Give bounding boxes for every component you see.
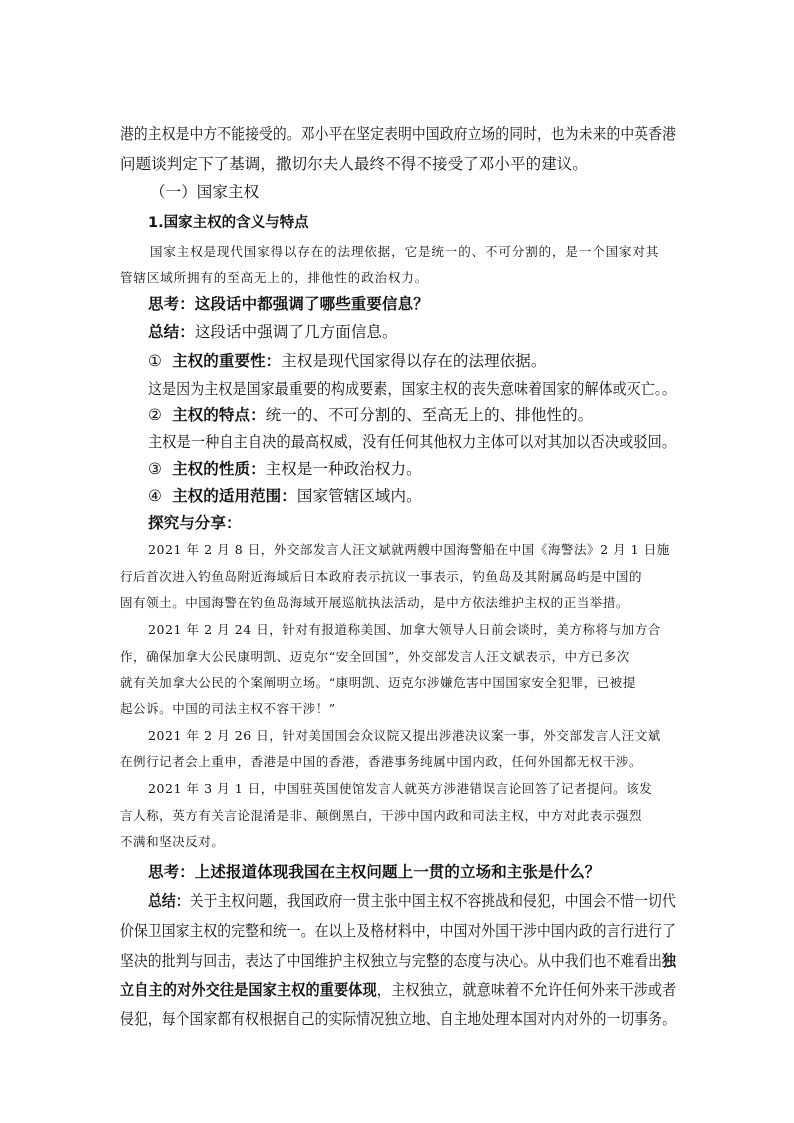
section-subheading: 1.国家主权的含义与特点	[148, 215, 309, 231]
news-3-line-1: 2021 年 2 月 26 日，针对美国国会众议院又提出涉港决议案一事，外交部发言人汪文斌	[148, 728, 661, 743]
summary-2-text: 关于主权问题，我国政府一贯主张中国主权不容挑战和侵犯，中国会不惜一切代	[189, 892, 676, 910]
news-2-line-4: 起公诉。中国的司法主权不容干涉！”	[120, 701, 336, 716]
point-scope	[148, 484, 422, 506]
point-text: 主权是现代国家得以存在的法理依据。	[281, 352, 547, 370]
news-1-line-3: 固有领土。中国海警在钓鱼岛海域开展巡航执法活动，是中方依法维护主权的正当举措。	[120, 595, 629, 610]
news-4-line-1: 2021 年 3 月 1 日，中国驻英国使馆发言人就英方涉港错误言论回答了记者提问。该发	[148, 781, 653, 796]
point-title: 主权的特点：	[172, 406, 266, 424]
summary-2-line-5: 侵犯，每个国家都有权根据自己的实际情况独立地、自主地处理本国对内对外的一切事务。	[120, 1010, 676, 1028]
news-4-line-3: 不满和坚决反对。	[120, 834, 225, 849]
summary-2-line-1	[148, 889, 676, 911]
point-text: 主权是一种政治权力。	[265, 460, 422, 478]
point-text: 统一的、不可分割的、至高无上的、排他性的。	[265, 406, 594, 424]
summary-1-label: 总结：	[148, 323, 195, 341]
intro-line-2: 问题谈判定下了基调，撒切尔夫人最终不得不接受了邓小平的建议。	[120, 155, 589, 173]
point-importance	[148, 349, 546, 371]
point-number: ④	[148, 487, 162, 505]
point-feature	[148, 403, 593, 425]
news-1-line-1: 2021 年 2 月 8 日，外交部发言人汪文斌就两艘中国海警船在中国《海警法》2 月 1 日施	[148, 542, 670, 557]
think-question-1: 思考：这段话中都强调了哪些重要信息？	[148, 295, 429, 313]
point-number: ③	[148, 460, 162, 478]
summary-2-line-3	[120, 949, 676, 971]
news-3-line-2: 在例行记者会上重申，香港是中国的香港，香港事务纯属中国内政，任何外国都无权干涉。	[120, 754, 643, 769]
summary-2-line-4	[120, 978, 676, 1000]
summary-2-line-3-bold: 独	[662, 952, 676, 970]
point-number: ②	[148, 406, 162, 424]
news-2-line-3: 就有关加拿大公民的个案阐明立场。“康明凯、迈克尔涉嫌危害中国国家安全犯罪，已被提	[120, 675, 636, 690]
news-2-line-2: 作，确保加拿大公民康明凯、迈克尔“安全回国”，外交部发言人汪文斌表示，中方已多次	[120, 649, 630, 664]
point-number: ①	[148, 352, 162, 370]
point-text: 国家管辖区域内。	[296, 487, 422, 505]
explore-label: 探究与分享：	[148, 514, 242, 532]
summary-1-text: 这段话中强调了几方面信息。	[194, 323, 398, 341]
note-importance: 这是因为主权是国家最重要的构成要素，国家主权的丧失意味着国家的解体或灭亡。。	[148, 380, 677, 398]
summary-2-line-4-bold: 立自主的对外交往是国家主权的重要体现	[120, 981, 377, 999]
summary-2-line-4-text: ，主权独立，就意味着不允许任何外来干涉或者	[376, 981, 677, 999]
summary-2-line-3-text: 坚决的批判与回击，表达了中国维护主权独立与完整的态度与决心。从中我们也不难看出	[120, 952, 663, 970]
point-title: 主权的性质：	[172, 460, 266, 478]
point-nature	[148, 457, 422, 479]
note-feature: 主权是一种自主自决的最高权威，没有任何其他权力主体可以对其加以否决或驳回。	[148, 433, 677, 451]
summary-2-line-2: 价保卫国家主权的完整和统一。在以上及格材料中，中国对外国干涉中国内政的言行进行了	[120, 922, 676, 940]
news-1-line-2: 行后首次进入钓鱼岛附近海域后日本政府表示抗议一事表示，钓鱼岛及其附属岛屿是中国的	[120, 569, 643, 584]
intro-line-1: 港的主权是中方不能接受的。邓小平在坚定表明中国政府立场的同时，也为未来的中英香港	[120, 125, 676, 143]
summary-1	[148, 320, 398, 342]
think-question-2: 思考：上述报道体现我国在主权问题上一贯的立场和主张是什么？	[148, 863, 601, 881]
point-title: 主权的适用范围：	[172, 487, 297, 505]
point-title: 主权的重要性：	[172, 352, 282, 370]
definition-line-1: 国家主权是现代国家得以存在的法理依据，它是统一的、不可分割的，是一个国家对其	[150, 244, 660, 259]
summary-2-label: 总结：	[148, 892, 190, 910]
news-4-line-2: 言人称，英方有关言论混淆是非、颠倒黑白，干涉中国内政和司法主权，中方对此表示强烈	[120, 808, 643, 823]
news-2-line-1: 2021 年 2 月 24 日，针对有报道称美国、加拿大领导人日前会谈时，美方称将与加方合	[148, 622, 661, 637]
definition-line-2: 管辖区域所拥有的至高无上的，排他性的政治权力。	[120, 270, 429, 285]
section-heading: （一）国家主权	[150, 183, 260, 201]
